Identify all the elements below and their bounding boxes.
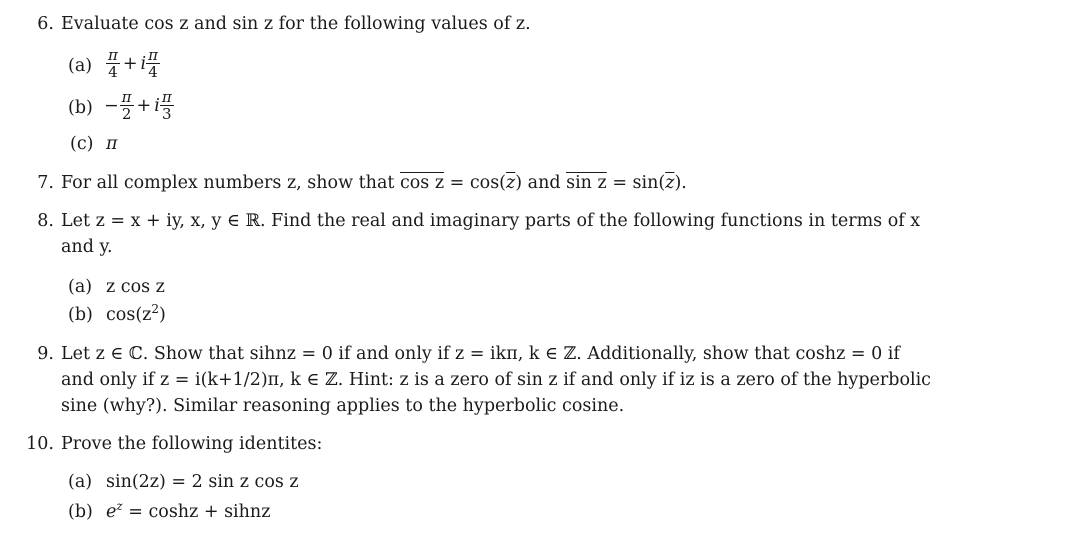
problem-9-statement-line-1: Let z ∈ ℂ. Show that sihnz = 0 if and only if z = ikπ, k ∈ ℤ. Additionally, show that coshz = 0 if [61, 344, 900, 364]
problem-6c-label: (c) [70, 134, 94, 154]
fraction: $\frac{\pi}{3}$ [161, 88, 172, 123]
fraction: $\frac{\pi}{4}$ [108, 46, 118, 81]
problem-7-statement: For all complex numbers z, show that $\cos z = \cos(\overline{z})$ and $\sin z = \sin(\overline{z})$. [61, 173, 687, 193]
problem-8a-label: (a) [68, 277, 93, 297]
conjugate-z: $\overline{z}$ [506, 173, 516, 193]
fraction: $\frac{\pi}{4}$ [148, 46, 158, 81]
problem-6-statement: Evaluate cos z and sin z for the following values of z. [61, 14, 531, 34]
problem-8-statement-line-1: Let z = x + iy, x, y ∈ ℝ. Find the real and imaginary parts of the following functions in terms of x [61, 211, 921, 231]
fraction: $\frac{\pi}{2}$ [121, 88, 132, 123]
problem-9-statement-line-2: and only if z = i(k+1/2)π, k ∈ ℤ. Hint: z is a zero of sin z if and only if iz is a zero of the hyperbolic [61, 370, 931, 390]
problem-8b-label: (b) [68, 305, 93, 325]
problem-7-number: 7. [37, 173, 54, 193]
problem-10a-label: (a) [68, 472, 93, 492]
problem-6c-expression: π [106, 134, 118, 154]
problem-8b-expression: $\cos(z^2)$ [106, 302, 166, 325]
problem-10b-expression: $e^z = \cosh z$ + sihnz [106, 499, 271, 522]
problem-6-number: 6. [37, 14, 54, 34]
conjugate-z: $\overline{z}$ [665, 173, 675, 193]
problem-6a-label: (a) [68, 56, 93, 76]
problem-10a-expression: sin(2z) = 2 sin z cos z [106, 472, 299, 492]
problem-6b-label: (b) [68, 98, 93, 118]
overline-expression: sin z [566, 173, 607, 193]
problem-8-statement-line-2: and y. [61, 237, 113, 257]
problem-9-number: 9. [37, 344, 54, 364]
problem-8a-expression: z cos z [106, 277, 165, 297]
problem-10b-label: (b) [68, 502, 93, 522]
problem-6b-expression: − $\frac{\pi}{2}$ + i $\frac{\pi}{3}$ [104, 88, 172, 123]
problem-8-number: 8. [37, 211, 54, 231]
problem-10-number: 10. [26, 434, 54, 454]
overline-expression: cos z [399, 173, 445, 193]
problem-6a-expression: $\frac{\pi}{4}$ + i $\frac{\pi}{4}$ [108, 46, 158, 81]
problem-9-statement-line-3: sine (why?). Similar reasoning applies to the hyperbolic cosine. [61, 396, 625, 416]
problem-10-statement: Prove the following identites: [61, 434, 323, 454]
